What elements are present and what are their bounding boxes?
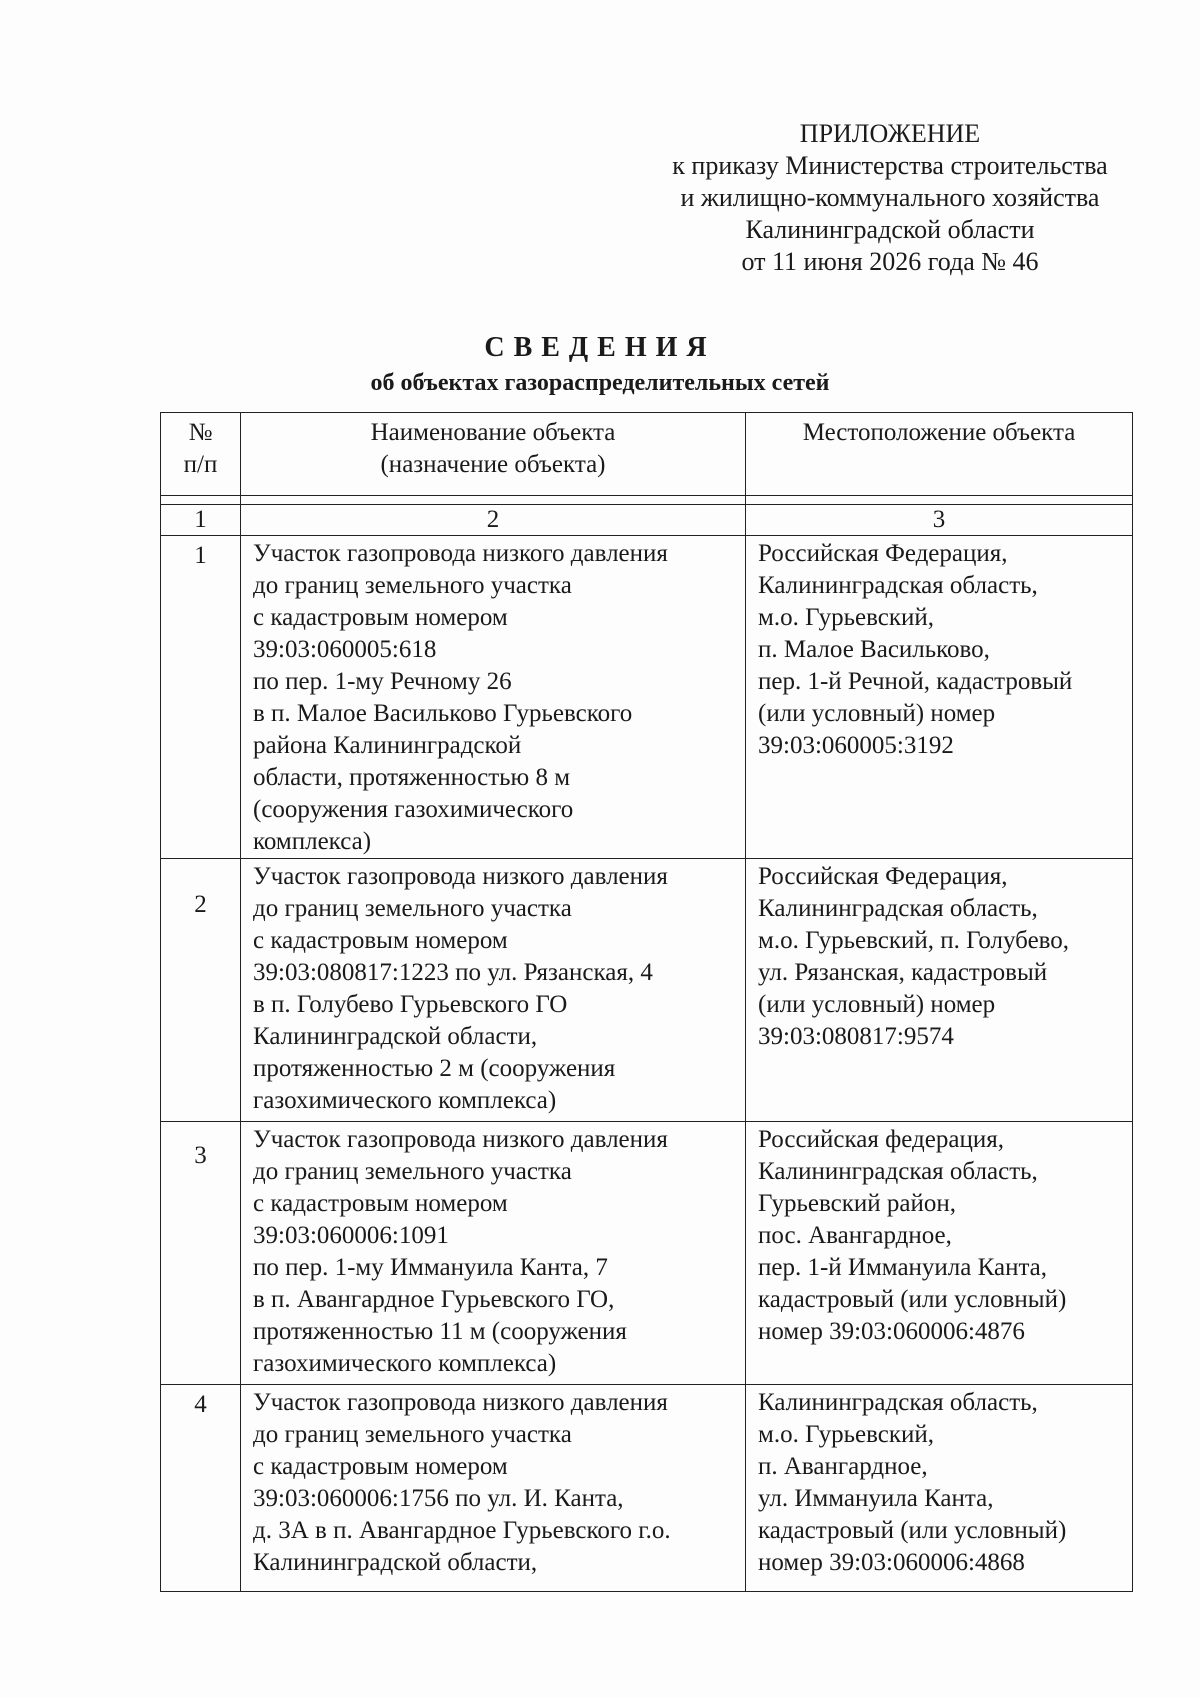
- table-row: [161, 1122, 1133, 1385]
- row-object-name: Участок газопровода низкого давления до границ земельного участка с кадастровым номером 39:03:060006:1756 по ул. И. Канта, д. 3А в п. Авангардное Гурьевского г.о. Калининградской области,: [241, 1385, 746, 1592]
- row-number: 2: [161, 859, 241, 1122]
- row-object-name: Участок газопровода низкого давления до границ земельного участка с кадастровым номером 39:03:060005:618 по пер. 1-му Речному 26 в п. Малое Васильково Гурьевского района Калининградской области, протяженностью 8 м (сооружения газохимического комплекса): [241, 536, 746, 859]
- table-header-row: [161, 413, 1133, 496]
- header-object-name: Наименование объекта (назначение объекта): [241, 413, 746, 496]
- row-object-location: Российская Федерация, Калининградская область, м.о. Гурьевский, п. Малое Васильково, пер. 1-й Речной, кадастровый (или условный) номер 39:03:060005:3192: [746, 536, 1133, 859]
- header-object-location: Местоположение объекта: [746, 413, 1133, 496]
- row-object-name: Участок газопровода низкого давления до границ земельного участка с кадастровым номером 39:03:060006:1091 по пер. 1-му Иммануила Канта, 7 в п. Авангардное Гурьевского ГО, протяженностью 11 м (сооружения газохимического комплекса): [241, 1122, 746, 1385]
- row-object-location: Калининградская область, м.о. Гурьевский, п. Авангардное, ул. Иммануила Канта, кадастровый (или условный) номер 39:03:060006:4868: [746, 1385, 1133, 1592]
- column-number: 3: [746, 505, 1133, 536]
- column-number: 1: [161, 505, 241, 536]
- table-gap-row: [161, 496, 1133, 505]
- title-main: СВЕДЕНИЯ: [484, 332, 716, 363]
- row-object-name: Участок газопровода низкого давления до границ земельного участка с кадастровым номером 39:03:080817:1223 по ул. Рязанская, 4 в п. Голубево Гурьевского ГО Калининградской области, протяженностью 2 м (сооружения газохимического комплекса): [241, 859, 746, 1122]
- appendix-header: [640, 118, 1140, 278]
- row-number: 1: [161, 536, 241, 859]
- appendix-title: ПРИЛОЖЕНИЕ: [799, 119, 981, 148]
- appendix-line-date: от 11 июня 2026 года № 46: [741, 247, 1039, 276]
- column-number-row: [161, 505, 1133, 536]
- row-object-location: Российская Федерация, Калининградская область, м.о. Гурьевский, п. Голубево, ул. Рязанская, кадастровый (или условный) номер 39:03:080817:9574: [746, 859, 1133, 1122]
- row-number: 4: [161, 1385, 241, 1592]
- title-subtitle: об объектах газораспределительных сетей: [370, 370, 830, 396]
- row-number: 3: [161, 1122, 241, 1385]
- header-number: № п/п: [161, 413, 241, 496]
- appendix-line-region: Калининградской области: [745, 215, 1035, 244]
- table-row: [161, 859, 1133, 1122]
- document-title: [0, 330, 1200, 400]
- column-number: 2: [241, 505, 746, 536]
- table-row: [161, 1385, 1133, 1592]
- appendix-line-ministry: и жилищно-коммунального хозяйства: [680, 183, 1100, 212]
- row-object-location: Российская федерация, Калининградская область, Гурьевский район, пос. Авангардное, пер. 1-й Иммануила Канта, кадастровый (или условный) номер 39:03:060006:4876: [746, 1122, 1133, 1385]
- appendix-line-order: к приказу Министерства строительства: [672, 151, 1108, 180]
- table-row: [161, 536, 1133, 859]
- objects-table: [160, 412, 1133, 1592]
